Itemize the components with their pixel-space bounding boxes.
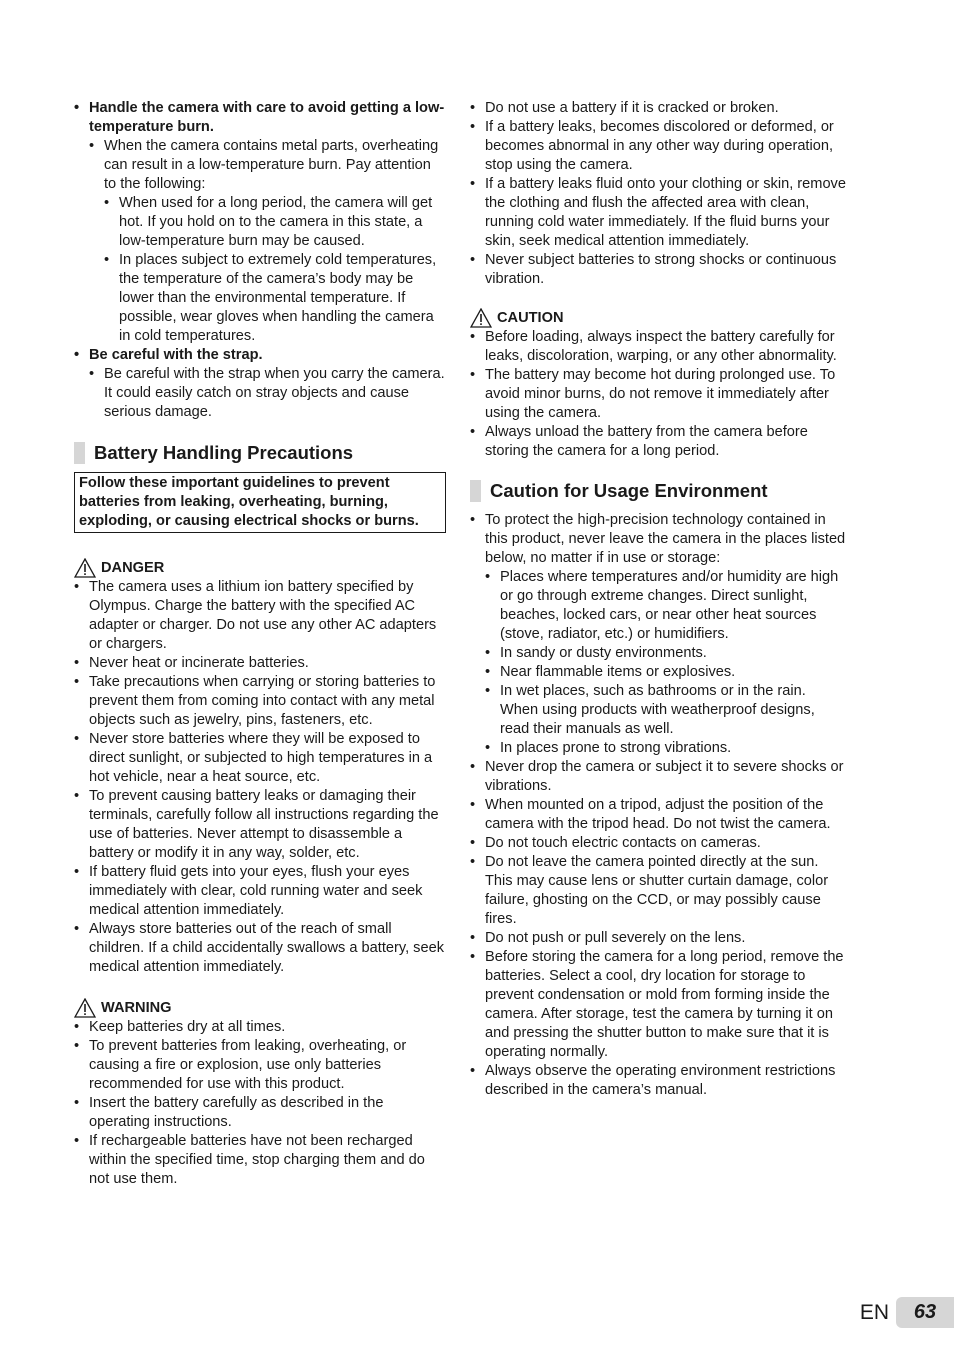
list-item: • The battery may become hot during prolonged use. To avoid minor burns, do not remove it immediately after using the camera. — [470, 366, 846, 423]
list-item: • Before loading, always inspect the battery carefully for leaks, discoloration, warping, or any other abnormality. — [470, 328, 846, 366]
list-item: • Never subject batteries to strong shocks or continuous vibration. — [470, 251, 846, 289]
danger-label: DANGER — [101, 560, 165, 576]
warning-triangle-icon — [470, 308, 492, 328]
list-item: • To prevent batteries from leaking, overheating, or causing a fire or explosion, use only batteries recommended for use with this product. — [74, 1037, 446, 1094]
caution-label: CAUTION — [497, 310, 564, 326]
list-item: • The camera uses a lithium ion battery specified by Olympus. Charge the battery with the specified AC adapter or charger. Do not use any other AC adapters or chargers. — [74, 578, 446, 654]
list-item: • Be careful with the strap when you carry the camera. It could easily catch on stray objects and cause serious damage. — [89, 365, 446, 422]
list-item-text: When the camera contains metal parts, overheating can result in a low-temperature burn. Pay attention to the following: — [104, 138, 439, 192]
page-footer — [860, 1297, 954, 1328]
list-item: • Near flammable items or explosives. — [485, 663, 846, 682]
list-item: • Always observe the operating environment restrictions described in the camera’s manual. — [470, 1062, 846, 1100]
usage-environment-heading: Caution for Usage Environment — [470, 480, 846, 502]
list-item: • Before storing the camera for a long period, remove the batteries. Select a cool, dry location for storage to prevent condensation or mold from forming inside the camera. After storage, test the camera by turning it on and pressing the shutter button to make sure that it is operating normally. — [470, 948, 846, 1062]
list-item: • Never drop the camera or subject it to severe shocks or vibrations. — [470, 758, 846, 796]
strap-heading: Be careful with the strap. — [89, 347, 263, 363]
caution-list — [470, 328, 846, 461]
list-item — [470, 511, 846, 758]
list-item: • In wet places, such as bathrooms or in the rain. When using products with weatherproof designs, read their manuals as well. — [485, 682, 846, 739]
list-item: • Do not push or pull severely on the lens. — [470, 929, 846, 948]
right-column — [470, 99, 846, 1100]
caution-heading — [470, 306, 846, 328]
list-item: • Do not touch electric contacts on cameras. — [470, 834, 846, 853]
battery-guidelines-box: Follow these important guidelines to prevent batteries from leaking, overheating, burning, exploding, or causing electrical shocks or burns. — [74, 472, 446, 533]
list-item: • Take precautions when carrying or storing batteries to prevent them from coming into contact with any metal objects such as jewelry, pins, fasteners, etc. — [74, 673, 446, 730]
list-item: • When used for a long period, the camera will get hot. If you hold on to the camera in this state, a low-temperature burn may be caused. — [104, 194, 446, 251]
list-item — [89, 137, 446, 346]
warning-label: WARNING — [101, 1000, 172, 1016]
warning-triangle-icon — [74, 558, 96, 578]
list-item: • Never store batteries where they will be exposed to direct sunlight, or subjected to high temperatures in a hot vehicle, near a heat source, etc. — [74, 730, 446, 787]
list-item: • To prevent causing battery leaks or damaging their terminals, carefully follow all instructions regarding the use of batteries. Never attempt to disassemble a battery or modify it in any way, solder, etc. — [74, 787, 446, 863]
battery-extra-list — [470, 99, 846, 289]
danger-heading — [74, 556, 446, 578]
battery-handling-heading: Battery Handling Precautions — [74, 442, 446, 464]
list-item: • Always store batteries out of the reach of small children. If a child accidentally swallows a battery, seek medical attention immediately. — [74, 920, 446, 977]
warning-list — [74, 1018, 446, 1189]
page-number: 63 — [896, 1297, 954, 1328]
list-item: • In places subject to extremely cold temperatures, the temperature of the camera’s body may be lower than the environmental temperature. If possible, wear gloves when handling the camera in cold temperatures. — [104, 251, 446, 346]
list-item: • Never heat or incinerate batteries. — [74, 654, 446, 673]
warning-triangle-icon — [74, 998, 96, 1018]
list-item: • Do not leave the camera pointed directly at the sun. This may cause lens or shutter curtain damage, color failure, ghosting on the CCD, or may possibly cause fires. — [470, 853, 846, 929]
list-item: • If a battery leaks fluid onto your clothing or skin, remove the clothing and flush the affected area with clean, running cold water immediately. If the fluid burns your skin, seek medical attention immediately. — [470, 175, 846, 251]
intro-list — [74, 99, 446, 422]
list-item: • If battery fluid gets into your eyes, flush your eyes immediately with clear, cold running water and seek medical attention immediately. — [74, 863, 446, 920]
list-item: • In places prone to strong vibrations. — [485, 739, 846, 758]
list-item: • In sandy or dusty environments. — [485, 644, 846, 663]
list-item: • When mounted on a tripod, adjust the position of the camera with the tripod head. Do not twist the camera. — [470, 796, 846, 834]
list-item — [74, 99, 446, 346]
left-column — [74, 99, 446, 1189]
danger-list — [74, 578, 446, 977]
list-item: • Insert the battery carefully as described in the operating instructions. — [74, 1094, 446, 1132]
list-item: • If a battery leaks, becomes discolored or deformed, or becomes abnormal in any other way during operation, stop using the camera. — [470, 118, 846, 175]
list-item: • If rechargeable batteries have not been recharged within the specified time, stop charging them and do not use them. — [74, 1132, 446, 1189]
list-item: • Places where temperatures and/or humidity are high or go through extreme changes. Direct sunlight, beaches, locked cars, or near other heat sources (stove, radiator, etc.) or humidifiers. — [485, 568, 846, 644]
list-item: • Keep batteries dry at all times. — [74, 1018, 446, 1037]
list-item-text: To protect the high-precision technology contained in this product, never leave the camera in the places listed below, no matter if in use or storage: — [485, 512, 846, 566]
warning-heading — [74, 996, 446, 1018]
low-temp-burn-heading: Handle the camera with care to avoid getting a low-temperature burn. — [89, 100, 445, 135]
language-label: EN — [859, 1301, 889, 1324]
list-item: • Do not use a battery if it is cracked or broken. — [470, 99, 846, 118]
environment-list — [470, 511, 846, 1100]
list-item: • Always unload the battery from the camera before storing the camera for a long period. — [470, 423, 846, 461]
list-item — [74, 346, 446, 422]
